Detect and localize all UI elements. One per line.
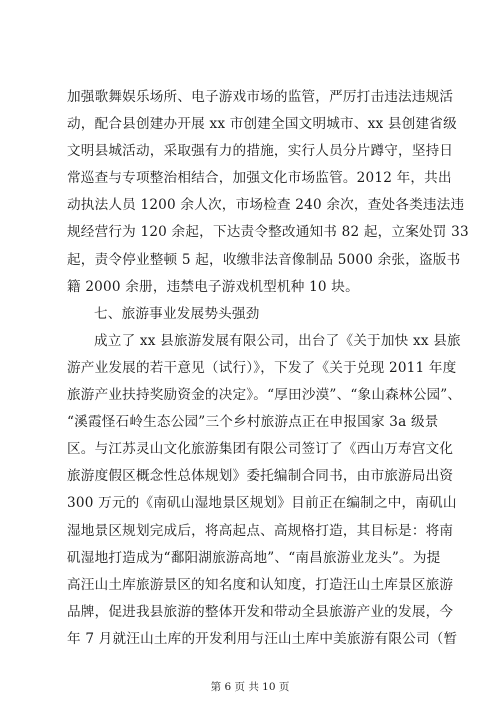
- text-line: 规经营行为 120 余起，下达责令整改通知书 82 起，立案处罚 33: [67, 224, 469, 241]
- text-line: 旅游产业扶持奖励资金的决定》。“厚田沙漠”、“象山森林公园”、: [67, 387, 462, 404]
- text-line: 旅游度假区概念性总体规划》委托编制合同书，由市旅游局出资: [67, 468, 454, 485]
- text-line: “溪霞怪石岭生态公园”三个乡村旅游点正在申报国家 3a 级景: [67, 414, 439, 431]
- text-line: 高汪山土库旅游景区的知名度和认知度，打造汪山土库景区旅游: [67, 576, 454, 593]
- section-heading: 七、旅游事业发展势头强劲: [94, 305, 260, 322]
- text-line: 游产业发展的若干意见（试行）》，下发了《关于兑现 2011 年度: [67, 359, 457, 376]
- text-line: 动执法人员 1200 余人次，市场检查 240 余次，查处各类违法违: [67, 197, 465, 214]
- text-line: 湿地景区规划完成后，将高起点、高规格打造，其目标是：将南: [67, 522, 454, 539]
- text-line: 起，责令停业整顿 5 起，收缴非法音像制品 5000 余张，盗版书: [67, 251, 461, 268]
- text-line: 年 7 月就汪山土库的开发利用与汪山土库中美旅游有限公司（暂: [67, 630, 458, 647]
- document-body: [67, 84, 469, 653]
- page-number-footer: 第 6 页 共 10 页: [210, 681, 290, 693]
- text-line: 矶湿地打造成为“鄱阳湖旅游高地”、“南昌旅游业龙头”。为提: [67, 549, 441, 566]
- text-line: 区。与江苏灵山文化旅游集团有限公司签订了《西山万寿宫文化: [67, 441, 454, 458]
- text-line: 常巡查与专项整治相结合，加强文化市场监管。2012 年，共出: [67, 170, 452, 187]
- text-line: 籍 2000 余册，违禁电子游戏机型机种 10 块。: [67, 278, 359, 295]
- text-line: 品牌，促进我县旅游的整体开发和带动全县旅游产业的发展，今: [67, 603, 454, 620]
- text-line: 加强歌舞娱乐场所、电子游戏市场的监管，严厉打击违法违规活: [67, 89, 454, 105]
- text-line: 成立了 xx 县旅游发展有限公司，出台了《关于加快 xx 县旅: [94, 332, 461, 349]
- text-line: 300 万元的《南矶山湿地景区规划》目前正在编制之中，南矶山: [67, 495, 457, 512]
- text-line: 动，配合县创建办开展 xx 市创建全国文明城市、xx 县创建省级: [67, 116, 457, 133]
- text-line: 文明县城活动，采取强有力的措施，实行人员分片蹲守，坚持日: [67, 143, 454, 160]
